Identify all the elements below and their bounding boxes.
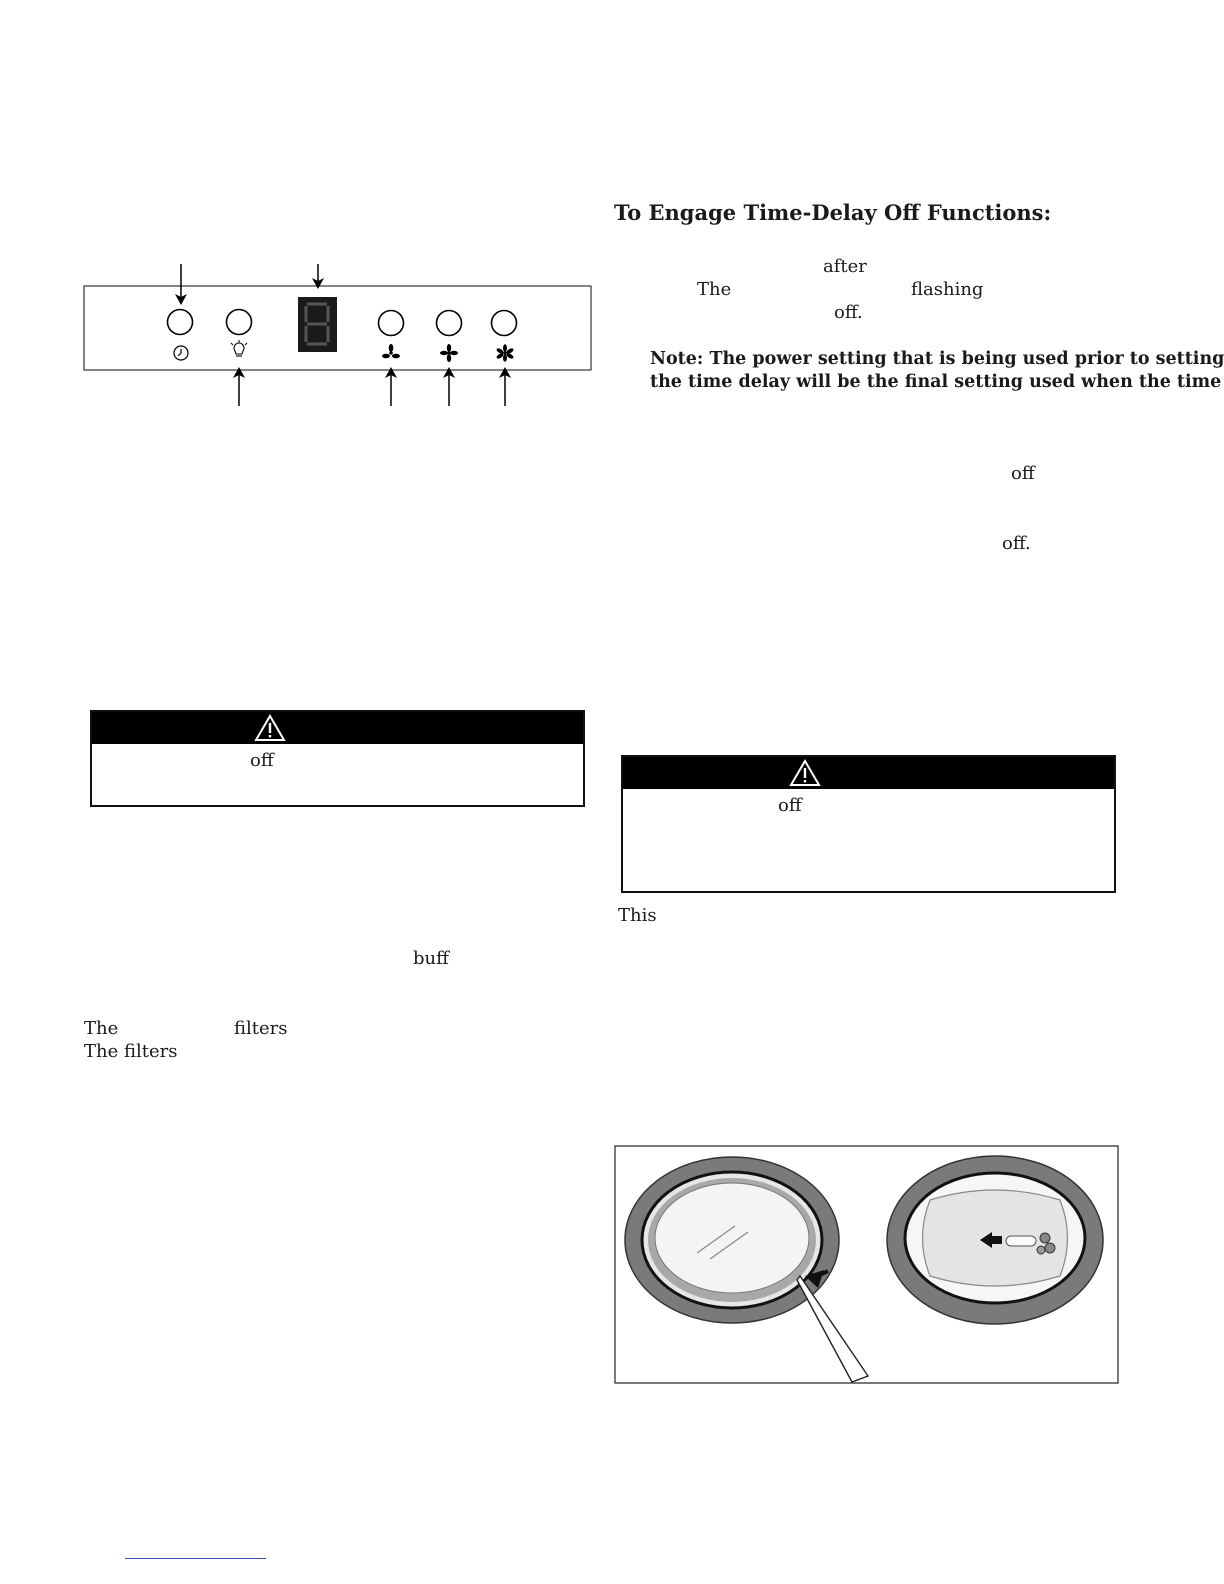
text-fragment-this: This [618,905,657,926]
warning-box-right [621,755,1116,893]
text-fragment-after: after [823,256,867,277]
control-panel-diagram [80,258,596,414]
link-underline[interactable] [125,1558,266,1559]
fan-high-button [492,311,517,336]
text-fragment-off: off. [1002,533,1031,554]
warning-triangle-icon [789,759,821,787]
warning-box-left [90,710,585,807]
text-fragment-the: The [84,1018,119,1039]
text-fragment-the: The [697,279,732,300]
text-fragment-buff: buff [413,948,449,969]
bulb-replacement-illustration [887,1156,1103,1324]
warning-text-off: off [250,750,274,771]
fan-low-button [379,311,404,336]
text-fragment-filters: filters [234,1018,288,1039]
fan-medium-button [437,311,462,336]
text-fragment-off: off [1011,463,1035,484]
light-replacement-figure [614,1145,1119,1384]
text-fragment-flashing: flashing [911,279,984,300]
digit-display [298,297,337,352]
timer-button [168,310,193,335]
warning-header-bar [623,757,1114,789]
text-fragment-the-filters: The filters [84,1041,178,1062]
warning-triangle-icon [254,714,286,742]
section-heading: To Engage Time-Delay Off Functions: [614,200,1052,225]
warning-header-bar [92,712,583,744]
note-line-1: Note: The power setting that is being used prior to setting [650,349,1224,369]
light-button [227,310,252,335]
text-fragment-off: off. [834,302,863,323]
warning-text-off: off [778,795,802,816]
note-line-2: the time delay will be the final setting used when the time [650,372,1222,392]
